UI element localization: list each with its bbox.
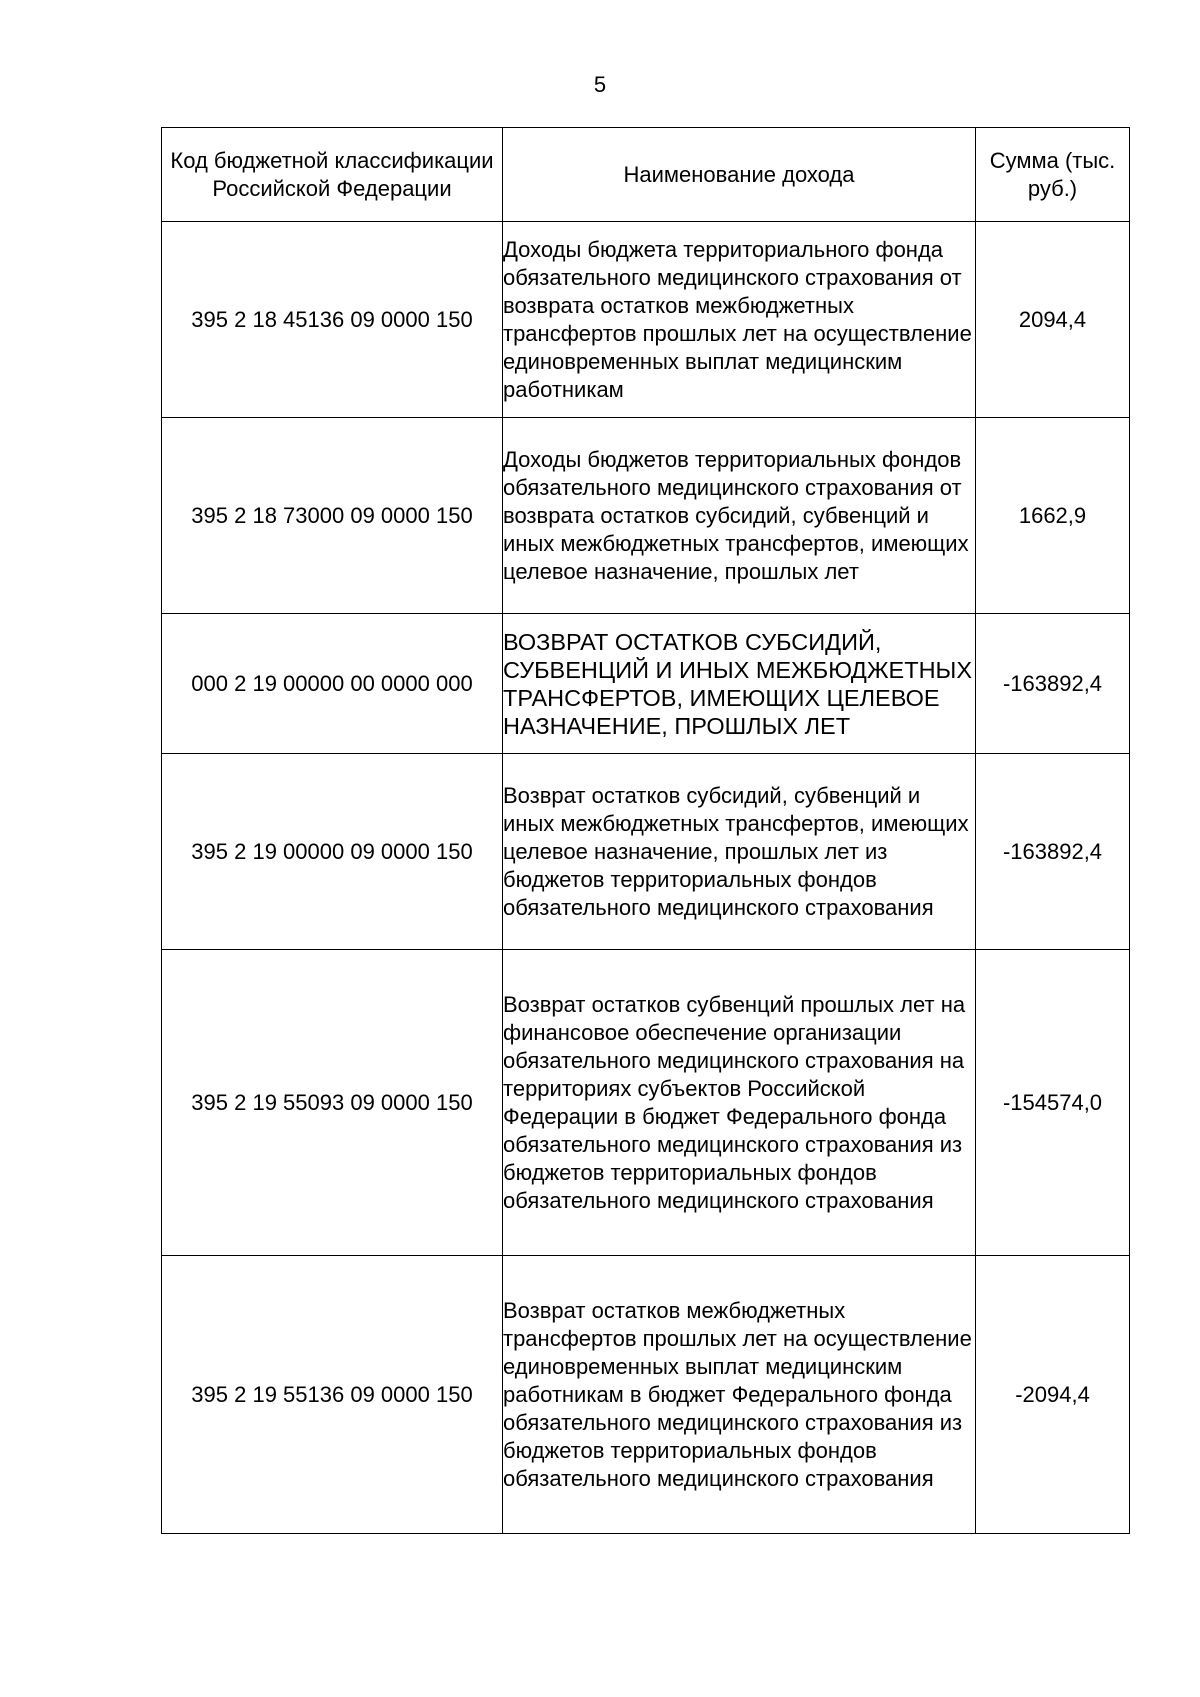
row-sum: -154574,0 bbox=[976, 950, 1130, 1256]
row-name: Возврат остатков субвенций прошлых лет на финансовое обеспечение организации обязательного медицинского страхования на территориях субъектов Российской Федерации в бюджет Федерального фонда обязательного медицинского страхования из бюджетов территориальных фондов обязательного медицинского страхования bbox=[503, 950, 976, 1256]
page-number: 5 bbox=[593, 72, 607, 97]
row-name: Возврат остатков межбюджетных трансфертов прошлых лет на осуществление единовременных выплат медицинским работникам в бюджет Федерального фонда обязательного медицинского страхования из бюджетов территориальных фондов обязательного медицинского страхования bbox=[503, 1256, 976, 1534]
header-name: Наименование дохода bbox=[503, 128, 976, 222]
table-row bbox=[162, 950, 1130, 1256]
table-header-row bbox=[162, 128, 1130, 222]
row-code: 000 2 19 00000 00 0000 000 bbox=[162, 614, 503, 754]
row-sum: -163892,4 bbox=[976, 614, 1130, 754]
row-code: 395 2 19 55093 09 0000 150 bbox=[162, 950, 503, 1256]
table-row bbox=[162, 418, 1130, 614]
row-sum: 1662,9 bbox=[976, 418, 1130, 614]
header-sum: Сумма (тыс. руб.) bbox=[976, 128, 1130, 222]
row-code: 395 2 19 00000 09 0000 150 bbox=[162, 754, 503, 950]
row-code: 395 2 19 55136 09 0000 150 bbox=[162, 1256, 503, 1534]
row-code: 395 2 18 73000 09 0000 150 bbox=[162, 418, 503, 614]
row-name: Доходы бюджета территориального фонда обязательного медицинского страхования от возврата остатков межбюджетных трансфертов прошлых лет на осуществление единовременных выплат медицинским работникам bbox=[503, 222, 976, 418]
row-sum: -163892,4 bbox=[976, 754, 1130, 950]
table-row bbox=[162, 222, 1130, 418]
row-name: Возврат остатков субсидий, субвенций и иных межбюджетных трансфертов, имеющих целевое назначение, прошлых лет из бюджетов территориальных фондов обязательного медицинского страхования bbox=[503, 754, 976, 950]
row-sum: 2094,4 bbox=[976, 222, 1130, 418]
row-name: ВОЗВРАТ ОСТАТКОВ СУБСИДИЙ, СУБВЕНЦИЙ И ИНЫХ МЕЖБЮДЖЕТНЫХ ТРАНСФЕРТОВ, ИМЕЮЩИХ ЦЕЛЕВОЕ НАЗНАЧЕНИЕ, ПРОШЛЫХ ЛЕТ bbox=[503, 614, 976, 754]
row-sum: -2094,4 bbox=[976, 1256, 1130, 1534]
header-code: Код бюджетной классификации Российской Федерации bbox=[162, 128, 503, 222]
row-name: Доходы бюджетов территориальных фондов обязательного медицинского страхования от возврата остатков субсидий, субвенций и иных межбюджетных трансфертов, имеющих целевое назначение, прошлых лет bbox=[503, 418, 976, 614]
table-row bbox=[162, 1256, 1130, 1534]
table-row bbox=[162, 754, 1130, 950]
budget-income-table bbox=[161, 127, 1130, 1534]
row-code: 395 2 18 45136 09 0000 150 bbox=[162, 222, 503, 418]
table-row bbox=[162, 614, 1130, 754]
